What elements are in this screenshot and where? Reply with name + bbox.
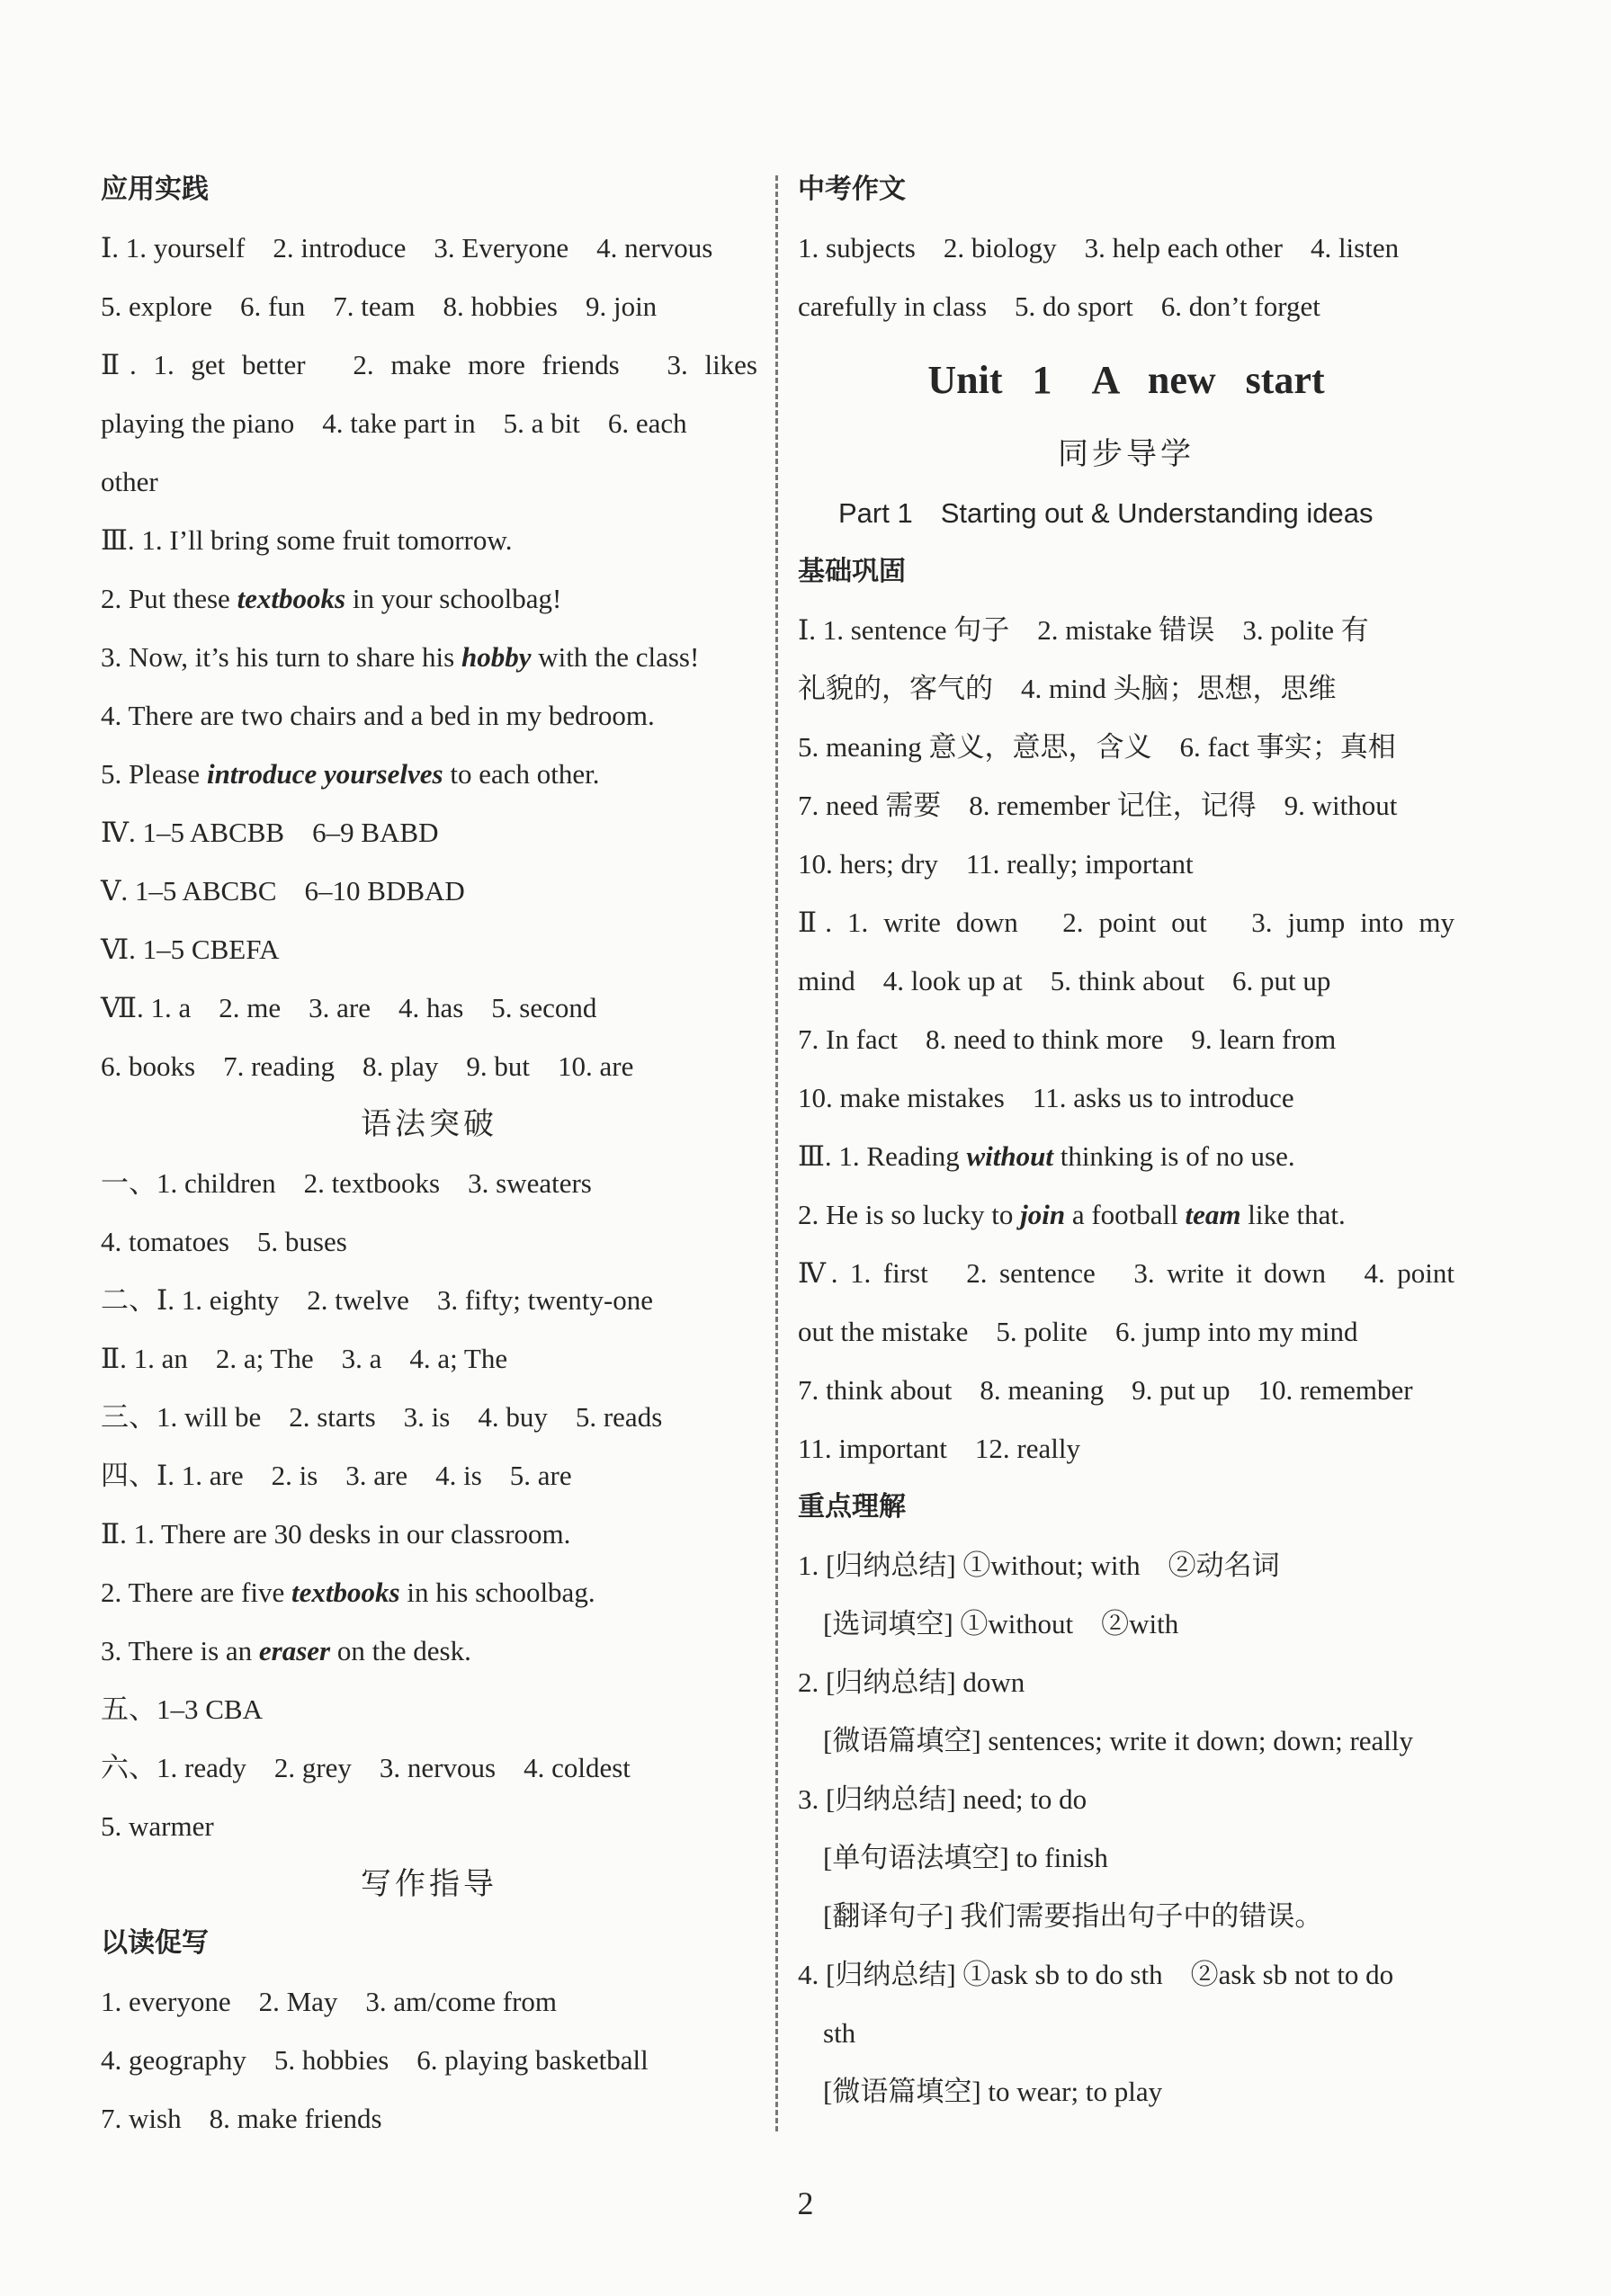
answer-line: 6. books 7. reading 8. play 9. but 10. are: [101, 1050, 634, 1082]
page-number: 2: [797, 2185, 814, 2221]
answer-line: Ⅱ. 1. an 2. a; The 3. a 4. a; The: [101, 1343, 508, 1374]
section-heading-key-points: 重点理解: [798, 1491, 906, 1523]
answer-line: out the mistake 5. polite 6. jump into my mind: [798, 1316, 1358, 1347]
answer-line: Ⅱ. 1. get better 2. make more friends 3. likes: [101, 349, 757, 380]
answer-line: 3. There is an eraser on the desk.: [101, 1635, 471, 1666]
answer-line: 2. He is so lucky to join a football team like that.: [798, 1199, 1346, 1230]
answer-line: Ⅴ. 1–5 ABCBC 6–10 BDBAD: [101, 875, 465, 907]
answer-line: Ⅱ. 1. There are 30 desks in our classroom.: [101, 1518, 571, 1550]
answer-line: 1. everyone 2. May 3. am/come from: [101, 1986, 558, 2017]
answer-line: 2. There are five textbooks in his schoolbag.: [101, 1577, 595, 1608]
answer-line: 4. tomatoes 5. buses: [101, 1226, 347, 1257]
answer-line: 4. geography 5. hobbies 6. playing basketball: [101, 2044, 649, 2076]
section-heading-exam-writing: 中考作文: [798, 174, 906, 205]
answer-line: playing the piano 4. take part in 5. a bit 6. each: [101, 407, 687, 439]
answer-line: 3. Now, it’s his turn to share his hobby with the class!: [101, 641, 700, 673]
answer-line: 7. wish 8. make friends: [101, 2103, 382, 2134]
answer-line: 3. [归纳总结] need; to do: [798, 1783, 1087, 1815]
section-title-writing: 写作指导: [361, 1866, 497, 1902]
answer-line: Ⅲ. 1. I’ll bring some fruit tomorrow.: [101, 524, 513, 556]
key-word: eraser: [258, 1635, 331, 1666]
answer-line: 11. important 12. really: [798, 1433, 1080, 1464]
answer-line: [翻译句子] 我们需要指出句子中的错误。: [823, 1900, 1323, 1932]
key-word: without: [966, 1140, 1053, 1172]
section-heading-basics: 基础巩固: [798, 556, 906, 587]
part-title: Part 1 Starting out & Understanding ideas: [838, 497, 1374, 529]
answer-line: 2. Put these textbooks in your schoolbag!: [101, 583, 562, 614]
answer-line: Ⅶ. 1. a 2. me 3. are 4. has 5. second: [101, 992, 597, 1023]
key-word: hobby: [461, 641, 532, 673]
answer-line: 礼貌的，客气的 4. mind 头脑；思想，思维: [798, 673, 1337, 704]
answer-line: carefully in class 5. do sport 6. don’t forget: [798, 290, 1320, 322]
answer-line: 二、Ⅰ. 1. eighty 2. twelve 3. fifty; twenty-one: [101, 1284, 654, 1316]
right-column: [798, 160, 1454, 2121]
answer-line: Ⅵ. 1–5 CBEFA: [101, 934, 280, 965]
answer-line: 10. hers; dry 11. really; important: [798, 848, 1194, 880]
section-heading-read-write: 以读促写: [101, 1927, 209, 1959]
key-word: textbooks: [291, 1577, 400, 1608]
answer-line: 7. need 需要 8. remember 记住，记得 9. without: [798, 790, 1398, 821]
answer-line: Ⅰ. 1. sentence 句子 2. mistake 错误 3. polite 有: [798, 614, 1369, 646]
section-title-grammar: 语法突破: [361, 1106, 497, 1142]
answer-line: 5. explore 6. fun 7. team 8. hobbies 9. join: [101, 290, 658, 322]
answer-line: 三、1. will be 2. starts 3. is 4. buy 5. reads: [101, 1401, 663, 1433]
answer-line: Ⅰ. 1. yourself 2. introduce 3. Everyone 4. nervous: [101, 232, 713, 264]
answer-line: Ⅳ. 1–5 ABCBB 6–9 BABD: [101, 817, 439, 848]
answer-line: Ⅳ. 1. first 2. sentence 3. write it down 4. point: [798, 1257, 1454, 1289]
answer-line: [微语篇填空] to wear; to play: [823, 2076, 1163, 2107]
answer-line: 7. In fact 8. need to think more 9. learn from: [798, 1023, 1337, 1055]
answer-line: 4. [归纳总结] ①ask sb to do sth ②ask sb not to do: [798, 1959, 1394, 1990]
answer-line: 1. subjects 2. biology 3. help each other 4. listen: [798, 232, 1400, 264]
key-word: team: [1185, 1199, 1241, 1230]
answer-line: other: [101, 466, 158, 497]
answer-line: Ⅱ. 1. write down 2. point out 3. jump into my: [798, 907, 1454, 938]
section-heading-practice: 应用实践: [101, 174, 209, 205]
answer-line: mind 4. look up at 5. think about 6. put up: [798, 965, 1331, 996]
answer-line: 4. There are two chairs and a bed in my bedroom.: [101, 700, 655, 731]
answer-line: 7. think about 8. meaning 9. put up 10. remember: [798, 1374, 1413, 1406]
key-word: join: [1020, 1199, 1066, 1230]
answer-line: 5. Please introduce yourselves to each other.: [101, 758, 600, 790]
answer-line: 一、1. children 2. textbooks 3. sweaters: [101, 1167, 592, 1199]
column-divider: [775, 175, 778, 2131]
answer-line: 5. warmer: [101, 1810, 214, 1842]
section-title-sync-guide: 同步导学: [1058, 436, 1195, 472]
answer-line: [微语篇填空] sentences; write it down; down; really: [823, 1725, 1414, 1756]
key-word: introduce yourselves: [206, 758, 443, 790]
key-word: textbooks: [237, 583, 346, 614]
answer-line: 六、1. ready 2. grey 3. nervous 4. coldest: [101, 1752, 631, 1783]
answer-line: 四、Ⅰ. 1. are 2. is 3. are 4. is 5. are: [101, 1460, 572, 1491]
answer-line: 2. [归纳总结] down: [798, 1666, 1025, 1698]
unit-title: Unit 1 A new start: [927, 358, 1325, 402]
answer-line: 五、1–3 CBA: [101, 1693, 263, 1725]
answer-line: [单句语法填空] to finish: [823, 1842, 1108, 1873]
answer-line: [选词填空] ①without ②with: [823, 1608, 1179, 1639]
left-column: [101, 160, 757, 2148]
answer-line: 1. [归纳总结] ①without; with ②动名词: [798, 1550, 1280, 1581]
answer-line: 10. make mistakes 11. asks us to introduce: [798, 1082, 1294, 1113]
answer-line: sth: [823, 2017, 856, 2049]
answer-line: 5. meaning 意义，意思，含义 6. fact 事实；真相: [798, 731, 1396, 763]
answer-line: Ⅲ. 1. Reading without thinking is of no use.: [798, 1140, 1295, 1172]
